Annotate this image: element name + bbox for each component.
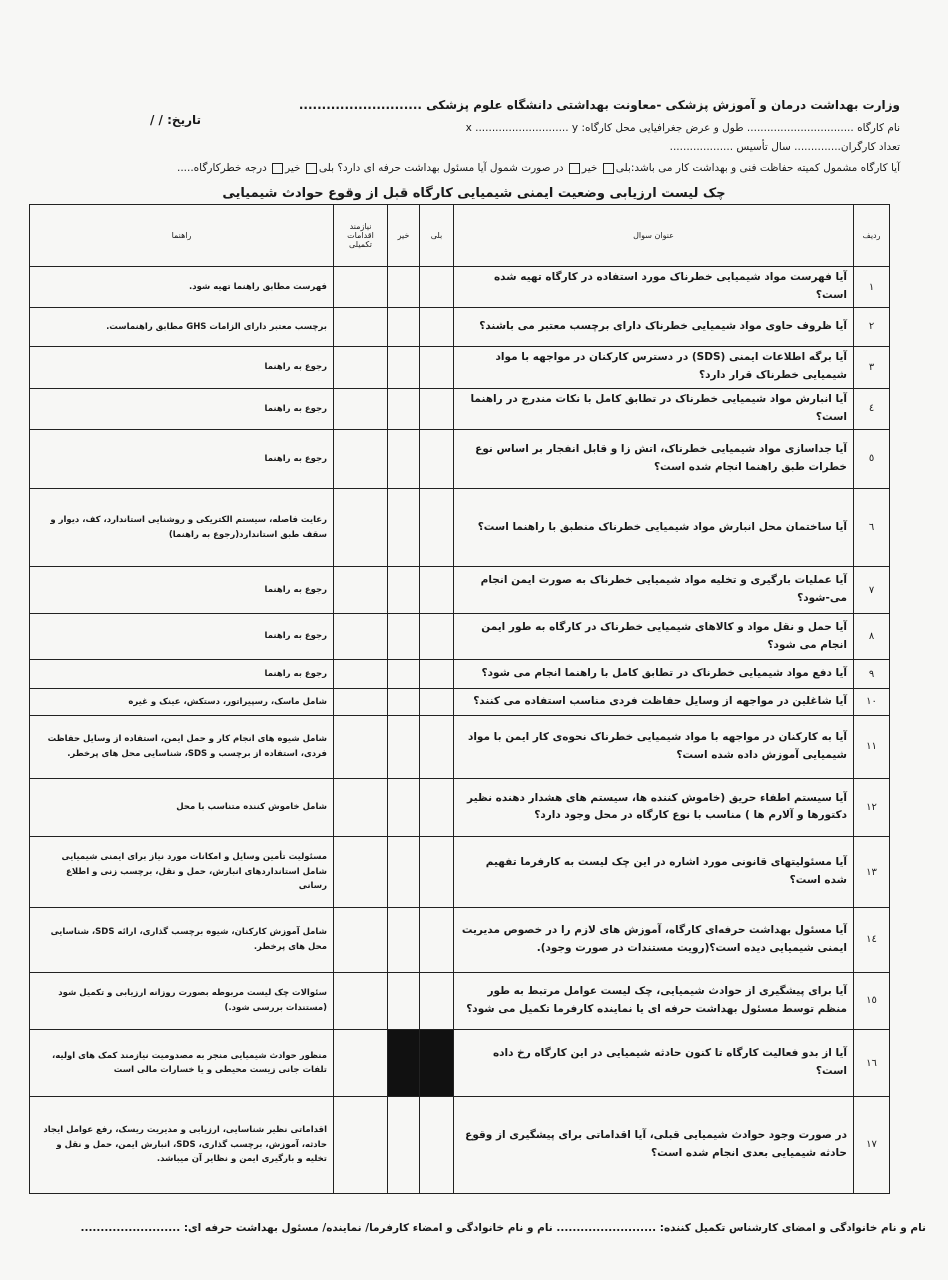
no-cell[interactable] <box>388 613 420 659</box>
health-officer-question: در صورت شمول آیا مسئول بهداشت حرفه ای دارد؟ بلی <box>318 162 564 174</box>
row-number: ۱٥ <box>854 972 890 1030</box>
table-row <box>30 1030 890 1097</box>
yes-cell[interactable] <box>420 430 454 489</box>
no-cell[interactable] <box>388 837 420 908</box>
yes-cell[interactable] <box>420 778 454 837</box>
guide-cell: فهرست مطابق راهنما تهیه شود. <box>30 267 334 308</box>
question-cell: آیا فهرست مواد شیمیایی خطرناک مورد استفاده در کارگاه تهیه شده است؟ <box>454 267 854 308</box>
table-row <box>30 430 890 489</box>
yes-cell[interactable] <box>420 1030 454 1097</box>
table-row <box>30 267 890 308</box>
no-label: خیر <box>285 162 301 174</box>
col-header-yes: بلی <box>420 205 454 267</box>
needs-action-cell[interactable] <box>334 688 388 715</box>
yes-cell[interactable] <box>420 567 454 613</box>
question-cell: آیا سیستم اطفاء حریق (خاموش کننده ها، سیستم های هشدار دهنده نظیر دکتورها و آلارم ها ) مناسب با نوع کارگاه در محل وجود دارد؟ <box>454 778 854 837</box>
row-number: ۱۳ <box>854 837 890 908</box>
col-header-needs-action: نیازمند اقدامات تکمیلی <box>334 205 388 267</box>
signature-line: نام و نام خانوادگی و امضای کارشناس تکمیل کننده: ......................... نام و نام خانوادگی و امضاء کارفرما/ نماینده/ مسئول بهداشت حرفه ای: ......................... <box>80 1222 926 1234</box>
no-cell[interactable] <box>388 688 420 715</box>
no-cell[interactable] <box>388 308 420 346</box>
table-row <box>30 778 890 837</box>
guide-cell: رعایت فاصله، سیستم الکتریکی و روشنایی استاندارد، کف، دیوار و سقف طبق استاندارد(رجوع به راهنما) <box>30 488 334 567</box>
no-cell[interactable] <box>388 430 420 489</box>
col-header-question: عنوان سوال <box>454 205 854 267</box>
yes-cell[interactable] <box>420 837 454 908</box>
yes-cell[interactable] <box>420 660 454 688</box>
row-number: ۱۲ <box>854 778 890 837</box>
row-number: ۱۰ <box>854 688 890 715</box>
no-cell[interactable] <box>388 1030 420 1097</box>
needs-action-cell[interactable] <box>334 488 388 567</box>
needs-action-cell[interactable] <box>334 837 388 908</box>
needs-action-cell[interactable] <box>334 1096 388 1193</box>
needs-action-cell[interactable] <box>334 1030 388 1097</box>
guide-cell: رجوع به راهنما <box>30 613 334 659</box>
guide-cell: مسئولیت تأمین وسایل و امکانات مورد نیاز برای ایمنی شیمیایی شامل استانداردهای انبارش، حمل و نقل، برچسب زنی و اطلاع رسانی <box>30 837 334 908</box>
yes-cell[interactable] <box>420 388 454 429</box>
row-number: ٤ <box>854 388 890 429</box>
table-header-row <box>30 205 890 267</box>
no-label: خیر <box>581 162 598 174</box>
ministry-header: وزارت بهداشت درمان و آموزش پزشکی -معاونت بهداشتی دانشگاه علوم پزشکی ........................... <box>298 98 900 112</box>
question-cell: آیا حمل و نقل مواد و کالاهای شیمیایی خطرناک در کارگاه به طور ایمن انجام می شود؟ <box>454 613 854 659</box>
question-cell: آیا مسئولیتهای قانونی مورد اشاره در این چک لیست به کارفرما تفهیم شده است؟ <box>454 837 854 908</box>
table-row <box>30 388 890 429</box>
table-row <box>30 1096 890 1193</box>
row-number: ٥ <box>854 430 890 489</box>
col-header-guide: راهنما <box>30 205 334 267</box>
no-cell[interactable] <box>388 907 420 972</box>
table-row <box>30 613 890 659</box>
needs-action-cell[interactable] <box>334 660 388 688</box>
yes-cell[interactable] <box>420 308 454 346</box>
no-cell[interactable] <box>388 346 420 388</box>
col-header-num: ردیف <box>854 205 890 267</box>
guide-cell: منظور حوادث شیمیایی منجر به مصدومیت نیازمند کمک های اولیه، تلفات جانی زیست محیطی و یا خسارات مالی است <box>30 1030 334 1097</box>
row-number: ۷ <box>854 567 890 613</box>
guide-cell: رجوع به راهنما <box>30 660 334 688</box>
yes-cell[interactable] <box>420 488 454 567</box>
question-cell: آیا دفع مواد شیمیایی خطرناک در تطابق کامل با راهنما انجام می شود؟ <box>454 660 854 688</box>
risk-degree-label: درجه خطرکارگاه..... <box>176 162 267 174</box>
committee-question-line <box>177 162 900 174</box>
yes-cell[interactable] <box>420 346 454 388</box>
row-number: ۲ <box>854 308 890 346</box>
needs-action-cell[interactable] <box>334 778 388 837</box>
yes-cell[interactable] <box>420 715 454 778</box>
needs-action-cell[interactable] <box>334 613 388 659</box>
officer-no-checkbox[interactable] <box>272 163 283 174</box>
needs-action-cell[interactable] <box>334 715 388 778</box>
guide-cell: شامل خاموش کننده متناسب با محل <box>30 778 334 837</box>
question-cell: آیا جداسازی مواد شیمیایی خطرناک، اتش زا و قابل انفجار بر اساس نوع خطرات طبق راهنما انجام شده است؟ <box>454 430 854 489</box>
row-number: ۹ <box>854 660 890 688</box>
workers-count-line: تعداد کارگران.............. سال تأسیس ................... <box>669 141 900 153</box>
table-row <box>30 907 890 972</box>
no-cell[interactable] <box>388 1096 420 1193</box>
needs-action-cell[interactable] <box>334 267 388 308</box>
question-cell: آیا شاغلین در مواجهه از وسایل حفاظت فردی مناسب استفاده می کنند؟ <box>454 688 854 715</box>
no-cell[interactable] <box>388 778 420 837</box>
yes-checkbox[interactable] <box>603 163 614 174</box>
question-cell: آیا برای پیشگیری از حوادث شیمیایی، چک لیست عوامل مرتبط به طور منظم توسط مسئول بهداشت حرفه ای یا نماینده کارفرما تکمیل می شود؟ <box>454 972 854 1030</box>
needs-action-cell[interactable] <box>334 346 388 388</box>
table-row <box>30 688 890 715</box>
officer-yes-checkbox[interactable] <box>306 163 317 174</box>
row-number: ٦ <box>854 488 890 567</box>
row-number: ۳ <box>854 346 890 388</box>
col-header-no: خیر <box>388 205 420 267</box>
table-row <box>30 837 890 908</box>
question-cell: آیا انبارش مواد شیمیایی خطرناک در تطابق کامل با نکات مندرج در راهنما است؟ <box>454 388 854 429</box>
yes-cell[interactable] <box>420 907 454 972</box>
row-number: ۱۷ <box>854 1096 890 1193</box>
guide-cell: رجوع به راهنما <box>30 388 334 429</box>
guide-cell: برچسب معتبر دارای الزامات GHS مطابق راهنماست. <box>30 308 334 346</box>
no-checkbox[interactable] <box>569 163 580 174</box>
row-number: ۱٦ <box>854 1030 890 1097</box>
row-number: ۸ <box>854 613 890 659</box>
table-row <box>30 488 890 567</box>
needs-action-cell[interactable] <box>334 972 388 1030</box>
workshop-name-line: نام کارگاه ................................ طول و عرض جغرافیایی محل کارگاه: x ............................ y <box>465 122 900 134</box>
table-row <box>30 567 890 613</box>
no-cell[interactable] <box>388 972 420 1030</box>
no-cell[interactable] <box>388 488 420 567</box>
no-cell[interactable] <box>388 715 420 778</box>
no-cell[interactable] <box>388 567 420 613</box>
question-cell: در صورت وجود حوادث شیمیایی قبلی، آیا اقداماتی برای پیشگیری از وقوع حادثه شیمیایی بعدی انجام شده است؟ <box>454 1096 854 1193</box>
table-row <box>30 308 890 346</box>
question-cell: آیا برگه اطلاعات ایمنی (SDS) در دسترس کارکنان در مواجهه با مواد شیمیایی خطرناک قرار دارد؟ <box>454 346 854 388</box>
guide-cell: رجوع به راهنما <box>30 430 334 489</box>
table-row <box>30 346 890 388</box>
row-number: ۱۱ <box>854 715 890 778</box>
no-cell[interactable] <box>388 388 420 429</box>
guide-cell: رجوع به راهنما <box>30 346 334 388</box>
needs-action-cell[interactable] <box>334 567 388 613</box>
table-row <box>30 660 890 688</box>
yes-cell[interactable] <box>420 972 454 1030</box>
row-number: ١٤ <box>854 907 890 972</box>
yes-cell[interactable] <box>420 688 454 715</box>
yes-cell[interactable] <box>420 1096 454 1193</box>
table-row <box>30 715 890 778</box>
guide-cell: شامل ماسک، رسپیراتور، دستکش، عینک و غیره <box>30 688 334 715</box>
question-cell: آیا عملیات بارگیری و تخلیه مواد شیمیایی خطرناک به صورت ایمن انجام می-شود؟ <box>454 567 854 613</box>
date-field: تاریخ: / / <box>150 113 201 127</box>
yes-cell[interactable] <box>420 267 454 308</box>
checklist-table <box>29 204 890 1194</box>
question-cell: آیا از بدو فعالیت کارگاه تا کنون حادثه شیمیایی در این کارگاه رخ داده است؟ <box>454 1030 854 1097</box>
question-cell: آیا ساختمان محل انبارش مواد شیمیایی خطرناک منطبق با راهنما است؟ <box>454 488 854 567</box>
guide-cell: شامل آموزش کارکنان، شیوه برچسب گذاری، ارائه SDS، شناسایی محل های پرخطر. <box>30 907 334 972</box>
guide-cell: شامل شیوه های انجام کار و حمل ایمن، استفاده از وسایل حفاظت فردی، استفاده از برچسب و SDS، شناسایی محل های پرخطر. <box>30 715 334 778</box>
yes-cell[interactable] <box>420 613 454 659</box>
page-title: چک لیست ارزیابی وضعیت ایمنی شیمیایی کارگاه قبل از وقوع حوادث شیمیایی <box>222 186 726 201</box>
question-cell: آیا ظروف حاوی مواد شیمیایی خطرناک دارای برچسب معتبر می باشند؟ <box>454 308 854 346</box>
question-cell: آیا به کارکنان در مواجهه با مواد شیمیایی خطرناک نحوه‌ی کار ایمن با مواد شیمیایی آموزش داده شده است؟ <box>454 715 854 778</box>
guide-cell: اقداماتی نظیر شناسایی، ارزیابی و مدیریت ریسک، رفع عوامل ایجاد حادثه، آموزش، برچسب گذاری، SDS، انبارش ایمن، حمل و نقل و تخلیه و بارگیری ایمن و نظایر آن میباشد. <box>30 1096 334 1193</box>
needs-action-cell[interactable] <box>334 907 388 972</box>
needs-action-cell[interactable] <box>334 388 388 429</box>
no-cell[interactable] <box>388 267 420 308</box>
question-cell: آیا مسئول بهداشت حرفه‌ای کارگاه، آموزش های لازم را در خصوص مدیریت ایمنی شیمیایی دیده است؟(رویت مستندات در صورت وجود). <box>454 907 854 972</box>
row-number: ۱ <box>854 267 890 308</box>
needs-action-cell[interactable] <box>334 430 388 489</box>
guide-cell: رجوع به راهنما <box>30 567 334 613</box>
guide-cell: سئوالات چک لیست مربوطه بصورت روزانه ارزیابی و تکمیل شود (مستندات بررسی شود.) <box>30 972 334 1030</box>
needs-action-cell[interactable] <box>334 308 388 346</box>
committee-question: آیا کارگاه مشمول کمیته حفاظت فنی و بهداشت کار می باشد:بلی <box>615 162 900 174</box>
no-cell[interactable] <box>388 660 420 688</box>
table-row <box>30 972 890 1030</box>
